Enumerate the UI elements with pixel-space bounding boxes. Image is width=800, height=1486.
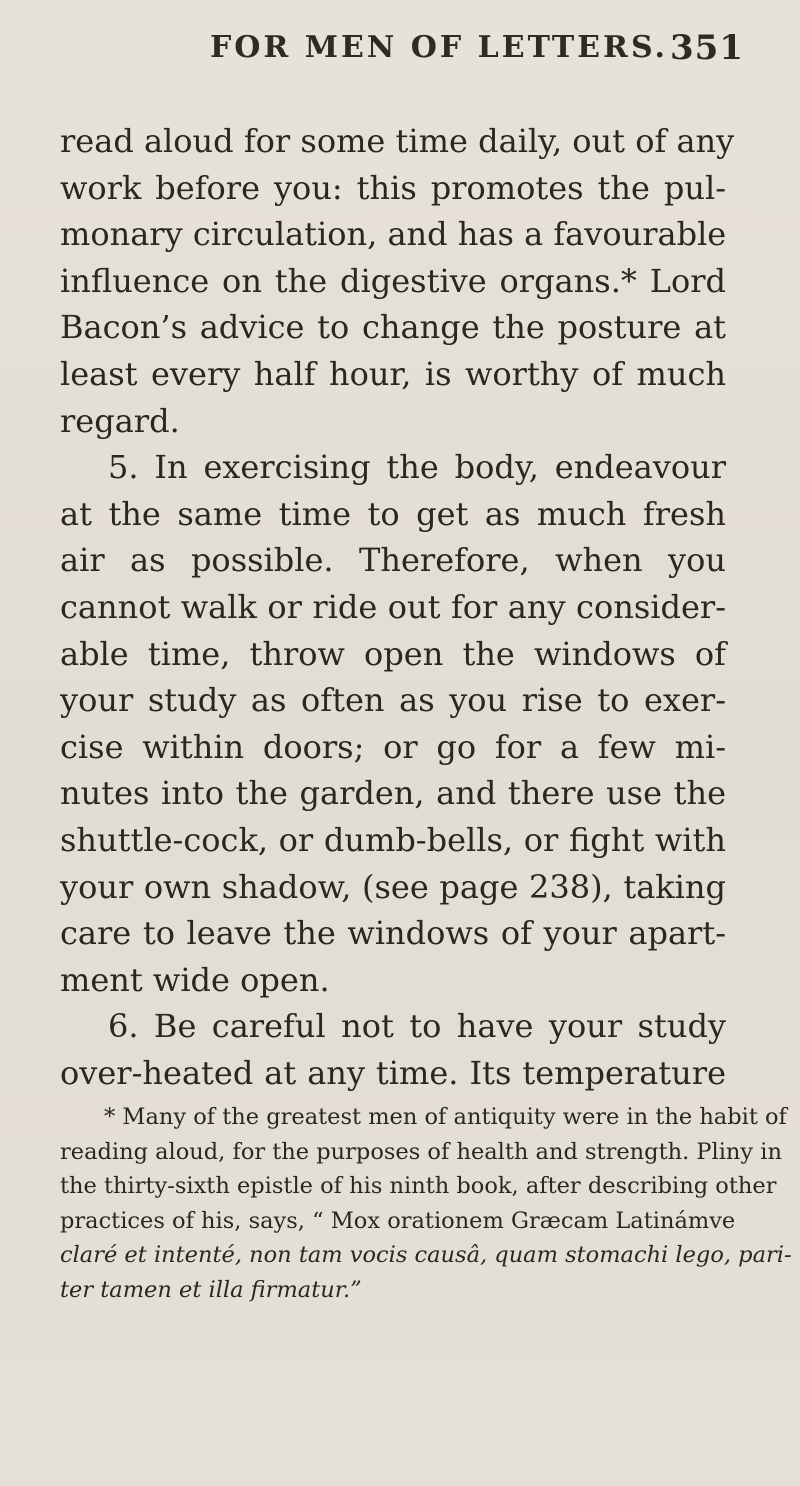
body-line: your study as often as you rise to exer- [60, 681, 726, 720]
body-line: Bacon’s advice to change the posture at [60, 308, 726, 347]
running-head [0, 30, 800, 90]
body-line: regard. [60, 401, 180, 440]
body-line: cise within doors; or go for a few mi- [60, 727, 726, 766]
body-line: 6. Be careful not to have your study [108, 1007, 726, 1046]
body-line: your own shadow, (see page 238), taking [60, 867, 726, 906]
body-line: air as possible. Therefore, when you [60, 541, 726, 580]
body-line: least every half hour, is worthy of much [60, 354, 726, 393]
body-line: cannot walk or ride out for any consider- [60, 587, 726, 626]
body-line: at the same time to get as much fresh [60, 494, 726, 533]
footnote-line: practices of his, says, “ Mox orationem Græcam Latinámve [60, 1207, 736, 1234]
footnote-line: the thirty-sixth epistle of his ninth book, after describing other [60, 1173, 777, 1199]
footnote-line: ter tamen et illa firmatur.” [60, 1276, 362, 1303]
footnote-line: claré et intenté, non tam vocis causâ, quam stomachi lego, pari- [60, 1242, 792, 1268]
footnote-line: * Many of the greatest men of antiquity were in the habit of [104, 1104, 787, 1130]
body-line: 5. In exercising the body, endeavour [108, 448, 726, 487]
body-text [60, 118, 735, 1096]
body-line: nutes into the garden, and there use the [60, 774, 726, 813]
body-line: over-heated at any time. Its temperature [60, 1053, 726, 1092]
body-line: shuttle-cock, or dumb-bells, or fight with [60, 820, 726, 859]
body-line: read aloud for some time daily, out of any [60, 122, 735, 160]
body-line: influence on the digestive organs.* Lord [60, 261, 726, 300]
footnote [60, 1100, 792, 1307]
body-line: able time, throw open the windows of [60, 634, 726, 673]
footnote-line: reading aloud, for the purposes of health and strength. Pliny in [60, 1138, 782, 1165]
body-line: ment wide open. [60, 960, 330, 999]
body-line: monary circulation, and has a favourable [60, 215, 727, 254]
running-title: FOR MEN OF LETTERS. [210, 30, 669, 65]
body-line: work before you: this promotes the pul- [60, 168, 726, 207]
body-line: care to leave the windows of your apart- [60, 914, 726, 953]
page-number: 351 [670, 28, 744, 68]
